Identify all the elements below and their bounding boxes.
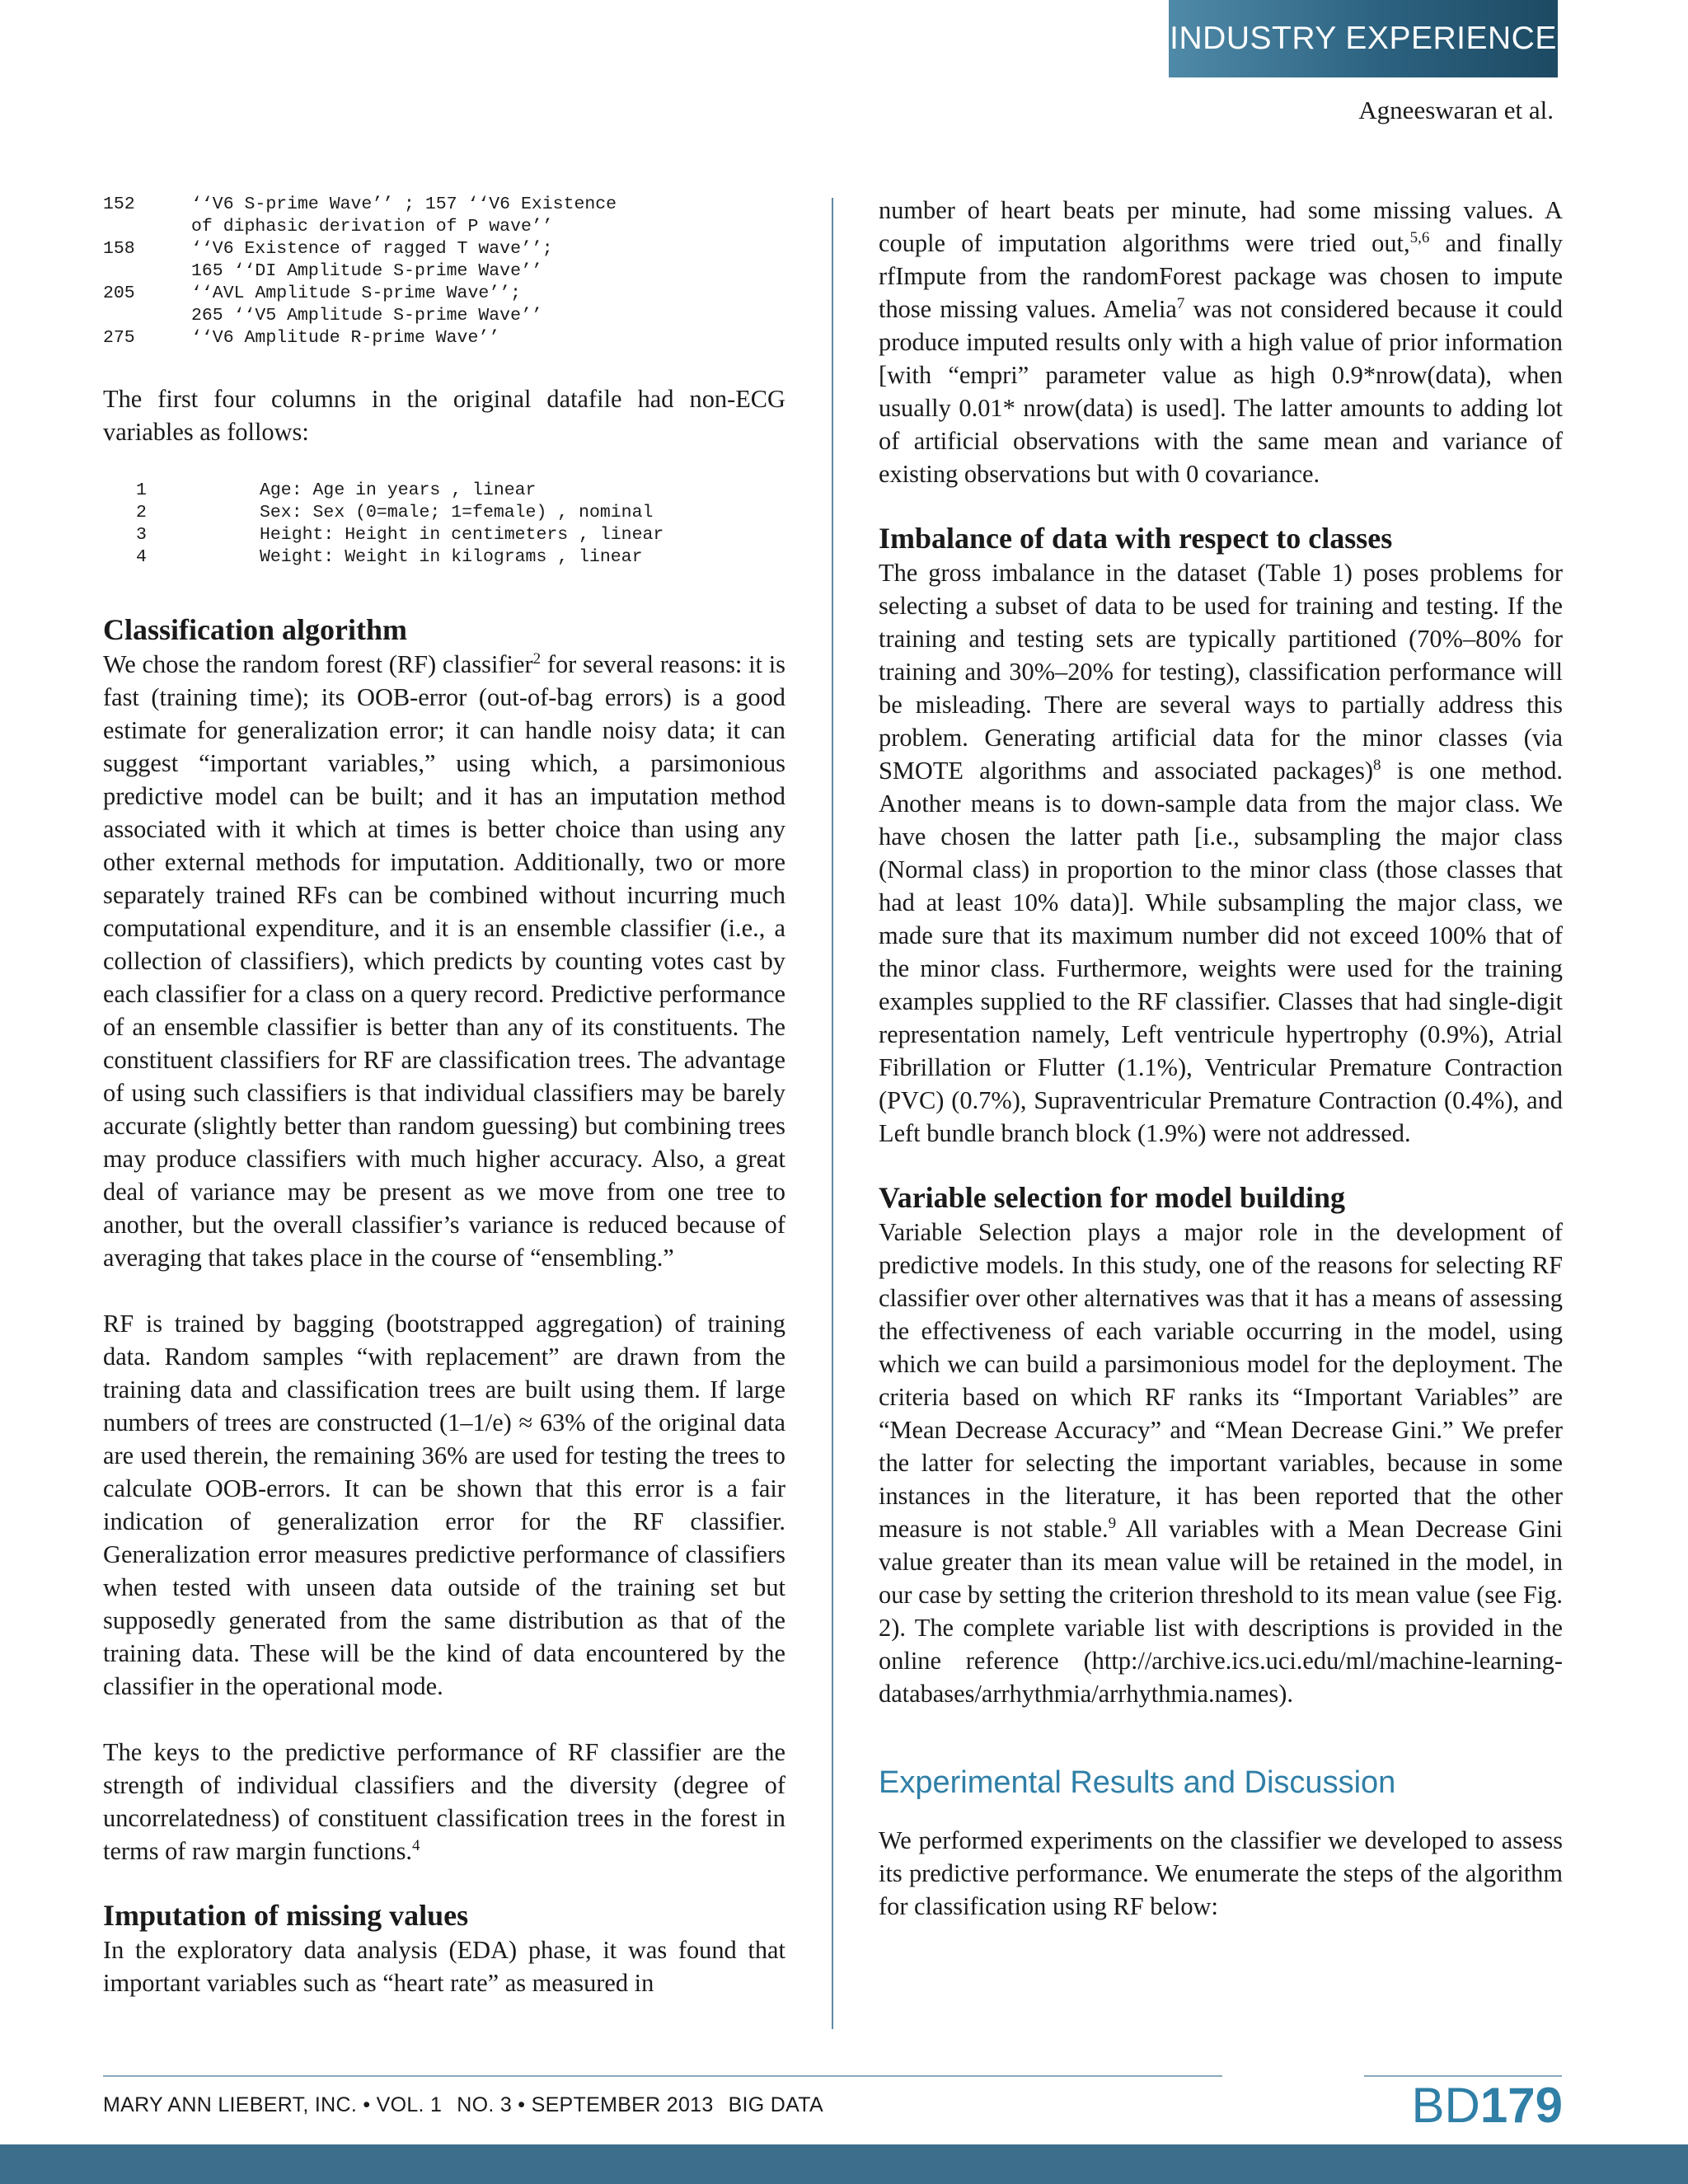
code-line-number: 158 bbox=[103, 239, 135, 259]
code-line-text: ‘‘V6 Amplitude R-prime Wave’’ bbox=[191, 328, 500, 348]
citation-ref: 2 bbox=[532, 649, 542, 668]
code-line-text: ‘‘V6 Existence of ragged T wave’’; bbox=[191, 239, 553, 259]
section-tab: INDUSTRY EXPERIENCE bbox=[1169, 0, 1558, 77]
code-line-number bbox=[103, 260, 191, 283]
footer-journal: BIG DATA bbox=[728, 2093, 823, 2116]
results-paragraph: We performed experiments on the classifier we developed to assess its predictive performance. We enumerate the steps of the algorithm for classification using RF below: bbox=[879, 1826, 1563, 1920]
intro-paragraph: The first four columns in the original datafile had non-ECG variables as follows: bbox=[103, 385, 785, 446]
imbalance-p-rest: is one method. Another means is to down-sample data from the major class. We have chosen the latter path [i.e., subsampling the major class (Normal class) in proportion to the minor class (those classes that had at least 10% data)]. While subsampling the major class, we made sure that its maximum number did not exceed 100% that of the minor class. Furthermore, weights were used for the training examples supplied to the RF classifier. Classes that had single-digit representation namely, Left ventricule hypertrophy (0.9%), Atrial Fibrillation or Flutter (1.1%), Ventricular Premature Contraction (PVC) (0.7%), Supraventricular Premature Contraction (0.4%), and Left bundle branch block (1.9%) were not addressed. bbox=[879, 757, 1563, 1147]
code-line bbox=[103, 305, 785, 327]
code-line-text: of diphasic derivation of P wave’’ bbox=[191, 217, 553, 237]
running-author: Agneeswaran et al. bbox=[1358, 96, 1554, 124]
imputation-p2-start: number of heart beats per minute, had some missing values. A couple of imputation algorithms were tried out, bbox=[879, 196, 1563, 257]
variable-p-rest: All variables with a Mean Decrease Gini value greater than its mean value will be retained in the model, in our case by setting the criterion threshold to its mean value (see Fig. 2). The complete variable list with descriptions is provided in the online reference (http://archive.ics.uci.edu/ml/machine-learning-databases/arrhythmia/arrhythmia.names). bbox=[879, 1515, 1563, 1708]
variable-selection-paragraph bbox=[879, 1216, 1563, 1710]
variable-row bbox=[136, 524, 785, 546]
imputation-paragraph-1: In the exploratory data analysis (EDA) phase, it was found that important variables such as “heart rate” as measured in bbox=[103, 1936, 785, 1997]
heading-results: Experimental Results and Discussion bbox=[879, 1765, 1396, 1800]
variable-number: 1 bbox=[136, 480, 147, 500]
classification-p1-start: We chose the random forest (RF) classifier bbox=[103, 650, 533, 678]
imputation-p2-end: was not considered because it could produce imputed results only with a high value of prior information [with “empri” parameter value as high 0.9*nrow(data), when usually 0.01* nrow(data) is used]. The latter amounts to adding lot of artificial observations with the same mean and variance of existing observations but with 0 covariance. bbox=[879, 295, 1563, 488]
column-divider bbox=[832, 198, 833, 2029]
citation-ref: 7 bbox=[1176, 294, 1185, 312]
imputation-p2-mid: and finally rfImpute from the randomForest package was chosen to impute those missing values. Amelia bbox=[879, 229, 1563, 323]
classification-p1-rest: for several reasons: it is fast (training time); its OOB-error (out-of-bag errors) is a good estimate for generalization error; it can handle noisy data; it can suggest “important variables,” using which, a parsimonious predictive model can be built; and it has an imputation method associated with it which at times is better choice than using any other external methods for imputation. Additionally, two or more separately trained RFs can be combined without incurring much computational expenditure, and it is an ensemble classifier (i.e., a collection of classifiers), which predicts by counting votes cast by each classifier for a class on a query record. Predictive performance of an ensemble classifier is better than any of its constituents. The constituent classifiers for RF are classification trees. The advantage of using such classifiers is that individual classifiers may be barely accurate (slightly better than random guessing) but combining trees may produce classifiers with much higher accuracy. Also, a great deal of variance may be present as we move from one tree to another, but the overall classifier’s variance is reduced because of averaging that takes place in the course of “ensembling.” bbox=[103, 650, 785, 1272]
variable-text: Age: Age in years , linear bbox=[260, 480, 537, 500]
code-line-text: ‘‘AVL Amplitude S-prime Wave’’; bbox=[191, 284, 521, 303]
code-line-number: 275 bbox=[103, 328, 135, 348]
code-line-number: 152 bbox=[103, 194, 135, 214]
imbalance-paragraph bbox=[879, 556, 1563, 1150]
code-line-text: 265 ‘‘V5 Amplitude S-prime Wave’’ bbox=[191, 306, 542, 326]
classification-paragraph-2: RF is trained by bagging (bootstrapped aggregation) of training data. Random samples “with replacement” are drawn from the training data and classification trees are built using them. If large numbers of trees are constructed (1–1/e) ≈ 63% of the original data are used therein, the remaining 36% are used for testing the trees to calculate OOB-errors. It can be shown that this error is a fair indication of generalization error for the RF classifier. Generalization error measures predictive performance of classifiers when tested with unseen data outside of the training set but supposedly generated from the same distribution as that of the training data. These will be the kind of data encountered by the classifier in the operational mode. bbox=[103, 1310, 785, 1700]
footer-rule bbox=[103, 2075, 1222, 2077]
variable-row bbox=[136, 546, 785, 569]
variable-text: Sex: Sex (0=male; 1=female) , nominal bbox=[260, 503, 654, 523]
variable-p-start: Variable Selection plays a major role in the development of predictive models. In this study, one of the reasons for selecting RF classifier over other alternatives was that it has a means of assessing the effectiveness of each variable occurring in the model, using which we can build a parsimonious model for the deployment. The criteria based on which RF ranks its “Important Variables” are “Mean Decrease Accuracy” and “Mean Decrease Gini.” We prefer the latter for selecting the important variables, because in some instances in the literature, it has been reported that the other measure is not stable. bbox=[879, 1218, 1563, 1543]
code-line-text: ‘‘V6 S-prime Wave’’ ; 157 ‘‘V6 Existence bbox=[191, 194, 617, 214]
classification-paragraph-1 bbox=[103, 648, 785, 1274]
code-line bbox=[103, 194, 785, 216]
footer-citation bbox=[103, 2093, 838, 2117]
citation-ref: 4 bbox=[412, 1836, 420, 1854]
code-line-number bbox=[103, 216, 191, 238]
variable-number: 4 bbox=[136, 547, 147, 567]
heading-imbalance: Imbalance of data with respect to classes bbox=[879, 522, 1393, 555]
right-column bbox=[879, 194, 1563, 1923]
citation-ref: 5,6 bbox=[1409, 228, 1430, 246]
code-line bbox=[103, 238, 785, 260]
left-column bbox=[103, 194, 785, 1999]
footer-publisher: MARY ANN LIEBERT, INC. • VOL. 1 bbox=[103, 2093, 443, 2116]
code-line bbox=[103, 216, 785, 238]
code-line-text: 165 ‘‘DI Amplitude S-prime Wave’’ bbox=[191, 261, 542, 281]
classification-paragraph-3 bbox=[103, 1736, 785, 1868]
citation-ref: 9 bbox=[1108, 1514, 1117, 1532]
imputation-paragraph-2 bbox=[879, 194, 1563, 490]
variable-number: 2 bbox=[136, 503, 147, 523]
variable-text: Height: Height in centimeters , linear bbox=[260, 525, 664, 545]
page-prefix: BD bbox=[1411, 2078, 1480, 2133]
heading-variable-selection: Variable selection for model building bbox=[879, 1181, 1346, 1214]
citation-ref: 8 bbox=[1373, 756, 1381, 774]
code-line-number: 205 bbox=[103, 284, 135, 303]
code-line-number bbox=[103, 305, 191, 327]
heading-classification: Classification algorithm bbox=[103, 613, 407, 646]
code-listing bbox=[103, 194, 785, 349]
imbalance-p-start: The gross imbalance in the dataset (Table 1) poses problems for selecting a subset of data to be used for training and testing. If the training and testing sets are typically partitioned (70%–80% for training and 30%–20% for testing), classification performance will be misleading. There are several ways to partially address this problem. Generating artificial data for the minor classes (via SMOTE algorithms and associated packages) bbox=[879, 559, 1563, 785]
variable-list bbox=[136, 480, 785, 569]
variable-row bbox=[136, 502, 785, 524]
code-line bbox=[103, 260, 785, 283]
variable-text: Weight: Weight in kilograms , linear bbox=[260, 547, 643, 567]
classification-p3-text: The keys to the predictive performance of RF classifier are the strength of individual classifiers and the diversity (degree of uncorrelatedness) of constituent classification trees in the forest in terms of raw margin functions. bbox=[103, 1738, 785, 1865]
page-number bbox=[1412, 2077, 1563, 2134]
page-number-value: 179 bbox=[1479, 2078, 1563, 2133]
variable-row bbox=[136, 480, 785, 502]
footer-issue: NO. 3 • SEPTEMBER 2013 bbox=[457, 2093, 714, 2116]
variable-number: 3 bbox=[136, 525, 147, 545]
bottom-band bbox=[0, 2144, 1688, 2184]
code-line bbox=[103, 327, 785, 349]
heading-imputation: Imputation of missing values bbox=[103, 1899, 469, 1932]
code-line bbox=[103, 283, 785, 305]
